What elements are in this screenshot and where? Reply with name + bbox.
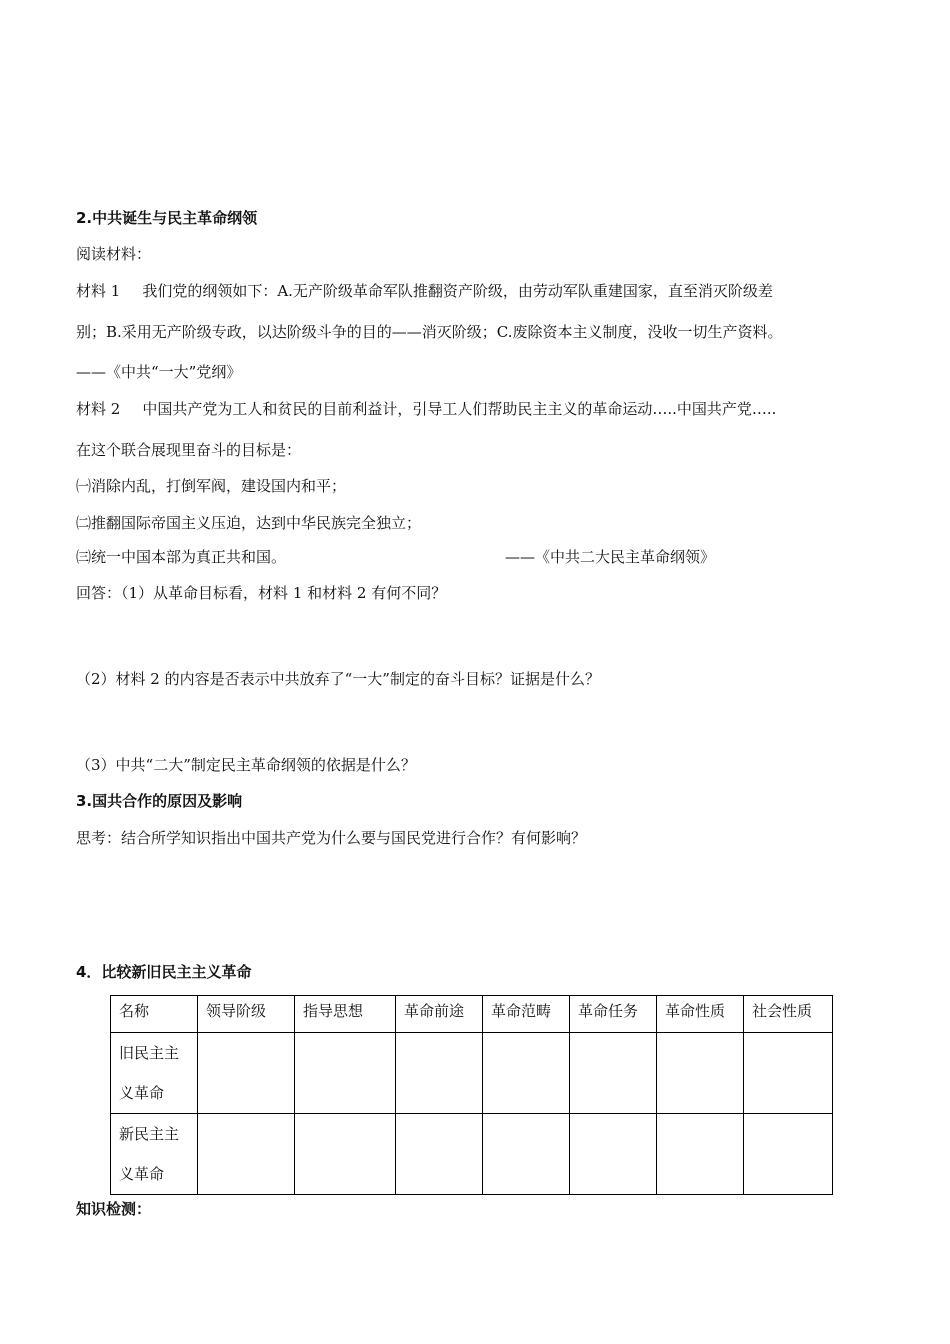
question-1: 回答：（1）从革命目标看，材料 1 和材料 2 有何不同？ <box>76 584 447 602</box>
section2-heading: 2.中共诞生与民主革命纲领 <box>76 209 258 227</box>
answer-cell[interactable] <box>657 1114 744 1195</box>
answer-cell[interactable] <box>744 1114 833 1195</box>
answer-cell[interactable] <box>657 1033 744 1114</box>
material2-line2: 在这个联合展现里奋斗的目标是： <box>76 441 302 459</box>
material2-text1: 中国共产党为工人和贫民的目前利益计，引导工人们帮助民主主义的革命运动…..中国共产党….. <box>142 400 777 418</box>
answer-cell[interactable] <box>744 1033 833 1114</box>
header-cell: 指导思想 <box>295 996 396 1033</box>
question-3: （3）中共“二大”制定民主革命纲领的依据是什么？ <box>76 756 416 774</box>
row-label-new <box>111 1114 198 1195</box>
header-cell: 名称 <box>111 996 198 1033</box>
section4-heading: 4．比较新旧民主主义革命 <box>76 963 252 981</box>
goal-item-1: ㈠消除内乱，打倒军阀，建设国内和平； <box>76 477 347 495</box>
goal-item-2: ㈡推翻国际帝国主义压迫，达到中华民族完全独立； <box>76 514 422 532</box>
question-2: （2）材料 2 的内容是否表示中共放弃了“一大”制定的奋斗目标？证据是什么？ <box>76 670 600 688</box>
section3-heading: 3.国共合作的原因及影响 <box>76 792 243 810</box>
answer-cell[interactable] <box>570 1033 657 1114</box>
header-cell: 领导阶级 <box>198 996 295 1033</box>
answer-cell[interactable] <box>198 1033 295 1114</box>
material2-source: ——《中共二大民主革命纲领》 <box>505 548 716 566</box>
material1-text1: 我们党的纲领如下：A.无产阶级革命军队推翻资产阶级，由劳动军队重建国家，直至消灭阶级差 <box>142 282 773 300</box>
header-cell: 革命任务 <box>570 996 657 1033</box>
answer-cell[interactable] <box>483 1033 570 1114</box>
think-prompt: 思考：结合所学知识指出中国共产党为什么要与国民党进行合作？有何影响？ <box>76 829 587 847</box>
header-cell: 社会性质 <box>744 996 833 1033</box>
material2-line1 <box>76 399 776 419</box>
material1-line2: 别；B.采用无产阶级专政，以达阶级斗争的目的——消灭阶级；C.废除资本主义制度，没收一切生产资料。 <box>76 323 783 341</box>
table-header-row <box>111 996 833 1033</box>
goal-item-3-line <box>76 547 876 567</box>
row-label-text: 旧民主主 <box>119 1044 180 1062</box>
answer-cell[interactable] <box>295 1114 396 1195</box>
comparison-table <box>110 995 833 1195</box>
answer-cell[interactable] <box>295 1033 396 1114</box>
knowledge-check-heading: 知识检测： <box>76 1200 152 1218</box>
table-row <box>111 1114 833 1195</box>
table-row <box>111 1033 833 1114</box>
goal-item-3: ㈢统一中国本部为真正共和国。 <box>76 548 287 566</box>
material1-source: ——《中共“一大”党纲》 <box>76 363 242 381</box>
answer-cell[interactable] <box>483 1114 570 1195</box>
row-label-old <box>111 1033 198 1114</box>
row-label-text: 新民主主 <box>119 1125 180 1143</box>
material1-label: 材料 1 <box>76 282 121 300</box>
header-cell: 革命范畴 <box>483 996 570 1033</box>
row-label-text: 义革命 <box>119 1165 165 1183</box>
material1-line1 <box>76 281 773 301</box>
answer-cell[interactable] <box>198 1114 295 1195</box>
answer-cell[interactable] <box>396 1033 483 1114</box>
answer-cell[interactable] <box>396 1114 483 1195</box>
read-label: 阅读材料： <box>76 245 152 263</box>
material2-label: 材料 2 <box>76 400 121 418</box>
answer-cell[interactable] <box>570 1114 657 1195</box>
row-label-text: 义革命 <box>119 1084 165 1102</box>
header-cell: 革命性质 <box>657 996 744 1033</box>
header-cell: 革命前途 <box>396 996 483 1033</box>
